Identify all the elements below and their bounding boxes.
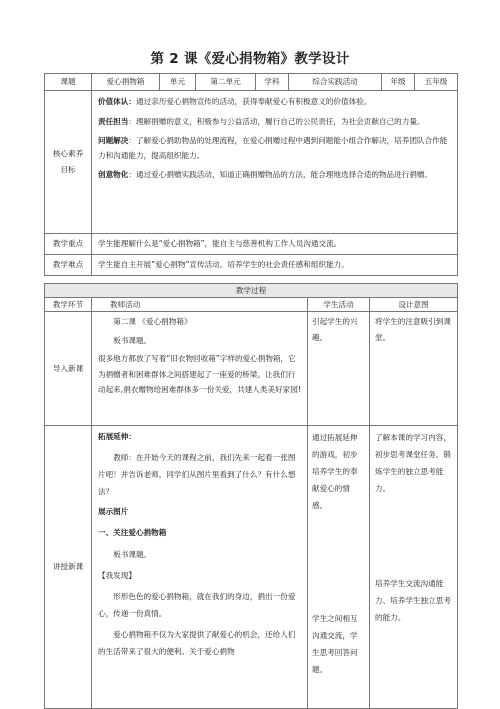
unit-value: 第二单元 (196, 74, 256, 91)
intro-teacher (92, 312, 308, 426)
key-point-label: 教学重点 (45, 234, 92, 255)
objectives-content (92, 91, 458, 234)
subject-label: 学科 (256, 74, 289, 91)
objectives-label-text: 核心素养目标 (52, 149, 84, 174)
lecture-discover: 【我发现】 (98, 571, 136, 580)
key-point-text: 学生能理解什么是“爱心捐物箱”，能自主与慈善机构工作人员沟通交流。 (92, 234, 458, 255)
header-teacher: 教师活动 (92, 298, 308, 312)
lecture-teacher-prompt: 教师：在开始今天的课程之前，我们先来一起看一张图片吧！并告诉老师，同学们从图片里看到了什么？有什么想法？ (98, 452, 296, 496)
intro-stage: 导入新课 (45, 312, 92, 426)
unit-label: 单元 (160, 74, 196, 91)
difficulty-label: 教学难点 (45, 255, 92, 276)
lecture-student-2: 学生之间相互沟通交流，学生思考回答问题。 (312, 614, 358, 674)
header-stage: 教学环节 (45, 298, 92, 312)
process-table (44, 283, 458, 709)
difficulty-text: 学生能自主开展“爱心捐物”宣传活动。培养学生的社会责任感和组织能力。 (92, 255, 458, 276)
lecture-intent-1: 了解本课的学习内容，初步思考课堂任务。锻炼学生的独立思考能力。 (375, 433, 451, 493)
subject-value: 综合实践活动 (289, 74, 382, 91)
grade-value: 五年级 (415, 74, 458, 91)
lesson-value: 爱心捐物箱 (92, 74, 160, 91)
objective-value: 价值体认：通过亲历爱心捐物宣传的活动，获得奉献爱心有积极意义的价值体验。 (98, 97, 372, 106)
lesson-label: 课题 (45, 74, 92, 91)
objective-creativity: 创意物化：通过爱心捐赠实践活动，知道正确捐赠物品的方法，能合理地选择合适的物品进行捐赠。 (98, 170, 433, 179)
header-student: 学生活动 (308, 298, 370, 312)
lecture-intent-2: 培养学生交流沟通能力、培养学生独立思考的能力。 (375, 579, 451, 622)
intro-intent: 将学生的注意吸引到课堂。 (370, 312, 458, 426)
objectives-label (45, 91, 92, 234)
lecture-student (308, 426, 370, 709)
lecture-more-text: 爱心捐物箱不仅为大家提供了献爱心的机会，还给人们的生活带来了很大的便利。关于爱心捐物 (98, 629, 296, 656)
objective-responsibility: 责任担当：理解捐赠的意义，积极参与公益活动，履行自己的公民责任，为社会贡献自己的力量。 (98, 116, 425, 126)
intro-paragraph: 很多地方都放了写着“旧衣物回收箱”字样的爱心捐物箱，它为捐赠者和困难群体之间搭建起了一座爱的桥梁。让我们行动起来,捐衣赠物给困难群体多一份关爱，共建人类美好家园! (98, 354, 301, 394)
header-intent: 设计意图 (370, 298, 458, 312)
lecture-stage: 讲授新课 (45, 426, 92, 709)
lecture-board-line: 板书课题。 (113, 549, 152, 559)
intro-board-line: 板书课题。 (113, 335, 152, 345)
process-title: 教学过程 (45, 284, 458, 298)
intro-lesson-line: 第二课 《爱心捐物箱》 (113, 317, 192, 326)
lecture-extension-heading: 拓展延伸： (98, 432, 136, 441)
lecture-student-1: 通过拓展延伸的游戏，初步培养学生的奉献爱心的情感。 (312, 433, 358, 510)
lecture-discover-text: 形形色色的爱心捐物箱，就在我们的身边，捐出一份爱心，传递一份真情。 (98, 591, 296, 618)
lecture-section-heading: 一、关注爱心捐物箱 (98, 528, 167, 537)
lecture-teacher (92, 426, 308, 709)
lecture-show-image: 展示图片 (98, 506, 129, 516)
objective-problem-solving: 问题解决：了解爱心捐助物品的处理流程，在爱心捐赠过程中遇到问题能小组合作解决，培养团队合作能力和沟通能力，提高组织能力。 (98, 136, 448, 160)
grade-label: 年级 (382, 74, 415, 91)
intro-student: 引起学生的兴趣。 (308, 312, 370, 426)
page-title: 第 2 课《爱心捐物箱》教学设计 (150, 51, 350, 67)
info-table (44, 73, 458, 276)
lecture-intent (370, 426, 458, 709)
